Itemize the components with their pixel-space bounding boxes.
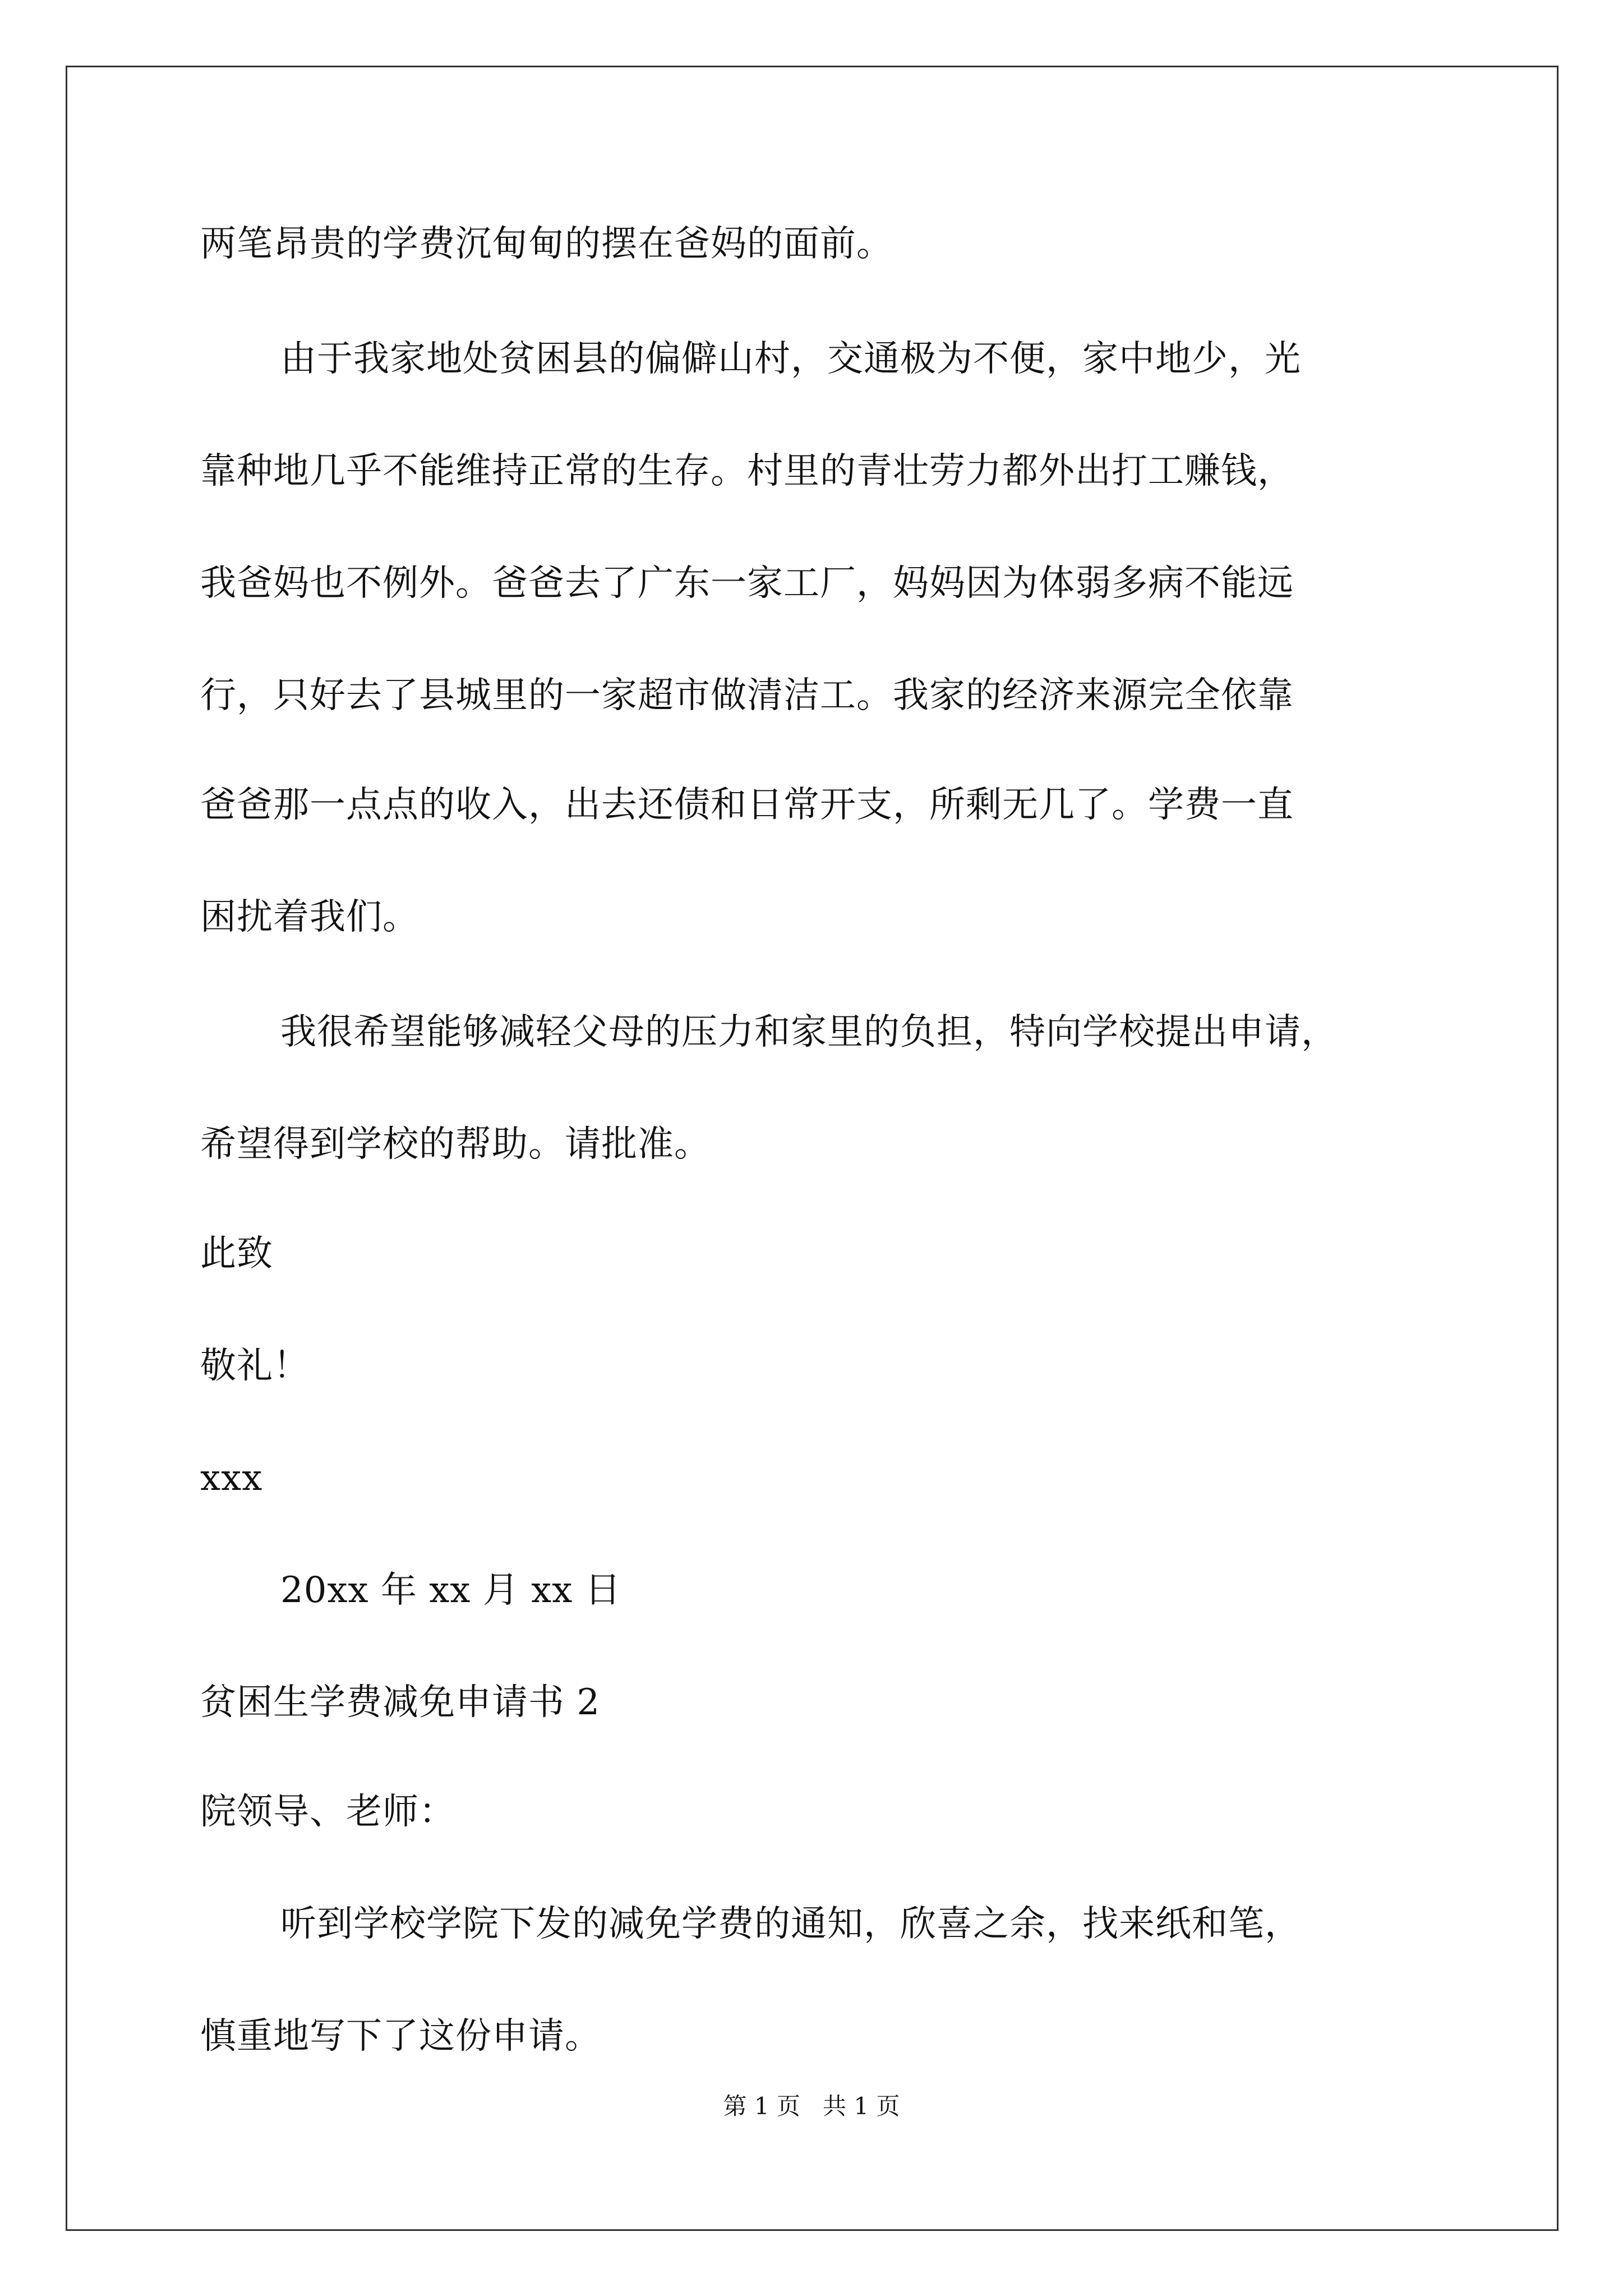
paragraph-line: 两笔昂贵的学费沉甸甸的摆在爸妈的面前。 xyxy=(200,223,893,265)
document-heading: 贫困生学费减免申请书 2 xyxy=(200,1682,601,1723)
paragraph-line: 希望得到学校的帮助。请批准。 xyxy=(200,1124,711,1165)
salutation-line: 此致 xyxy=(200,1233,273,1274)
paragraph-line: 慎重地写下了这份申请。 xyxy=(200,2016,601,2057)
addressee-line: 院领导、老师： xyxy=(200,1791,455,1833)
signature-name: xxx xyxy=(200,1457,263,1499)
paragraph-line: 我爸妈也不例外。爸爸去了广东一家工厂，妈妈因为体弱多病不能远 xyxy=(200,563,1294,604)
paragraph-line: 听到学校学院下发的减免学费的通知，欣喜之余，找来纸和笔， xyxy=(280,1903,1301,1945)
paragraph-line: 爸爸那一点点的收入，出去还债和日常开支，所剩无几了。学费一直 xyxy=(200,784,1294,826)
paragraph-line: 由于我家地处贫困县的偏僻山村，交通极为不便，家中地少，光 xyxy=(280,338,1301,380)
paragraph-line: 我很希望能够减轻父母的压力和家里的负担，特向学校提出申请， xyxy=(280,1011,1338,1053)
paragraph-line: 行，只好去了县城里的一家超市做清洁工。我家的经济来源完全依靠 xyxy=(200,675,1294,716)
paragraph-line: 困扰着我们。 xyxy=(200,896,419,938)
page-footer: 第 1 页 共 1 页 xyxy=(723,2092,900,2120)
paragraph-line: 靠种地几乎不能维持正常的生存。村里的青壮劳力都外出打工赚钱， xyxy=(200,450,1294,492)
closing-line: 敬礼！ xyxy=(200,1345,310,1387)
date-line: 20xx 年 xx 月 xx 日 xyxy=(280,1570,621,1611)
